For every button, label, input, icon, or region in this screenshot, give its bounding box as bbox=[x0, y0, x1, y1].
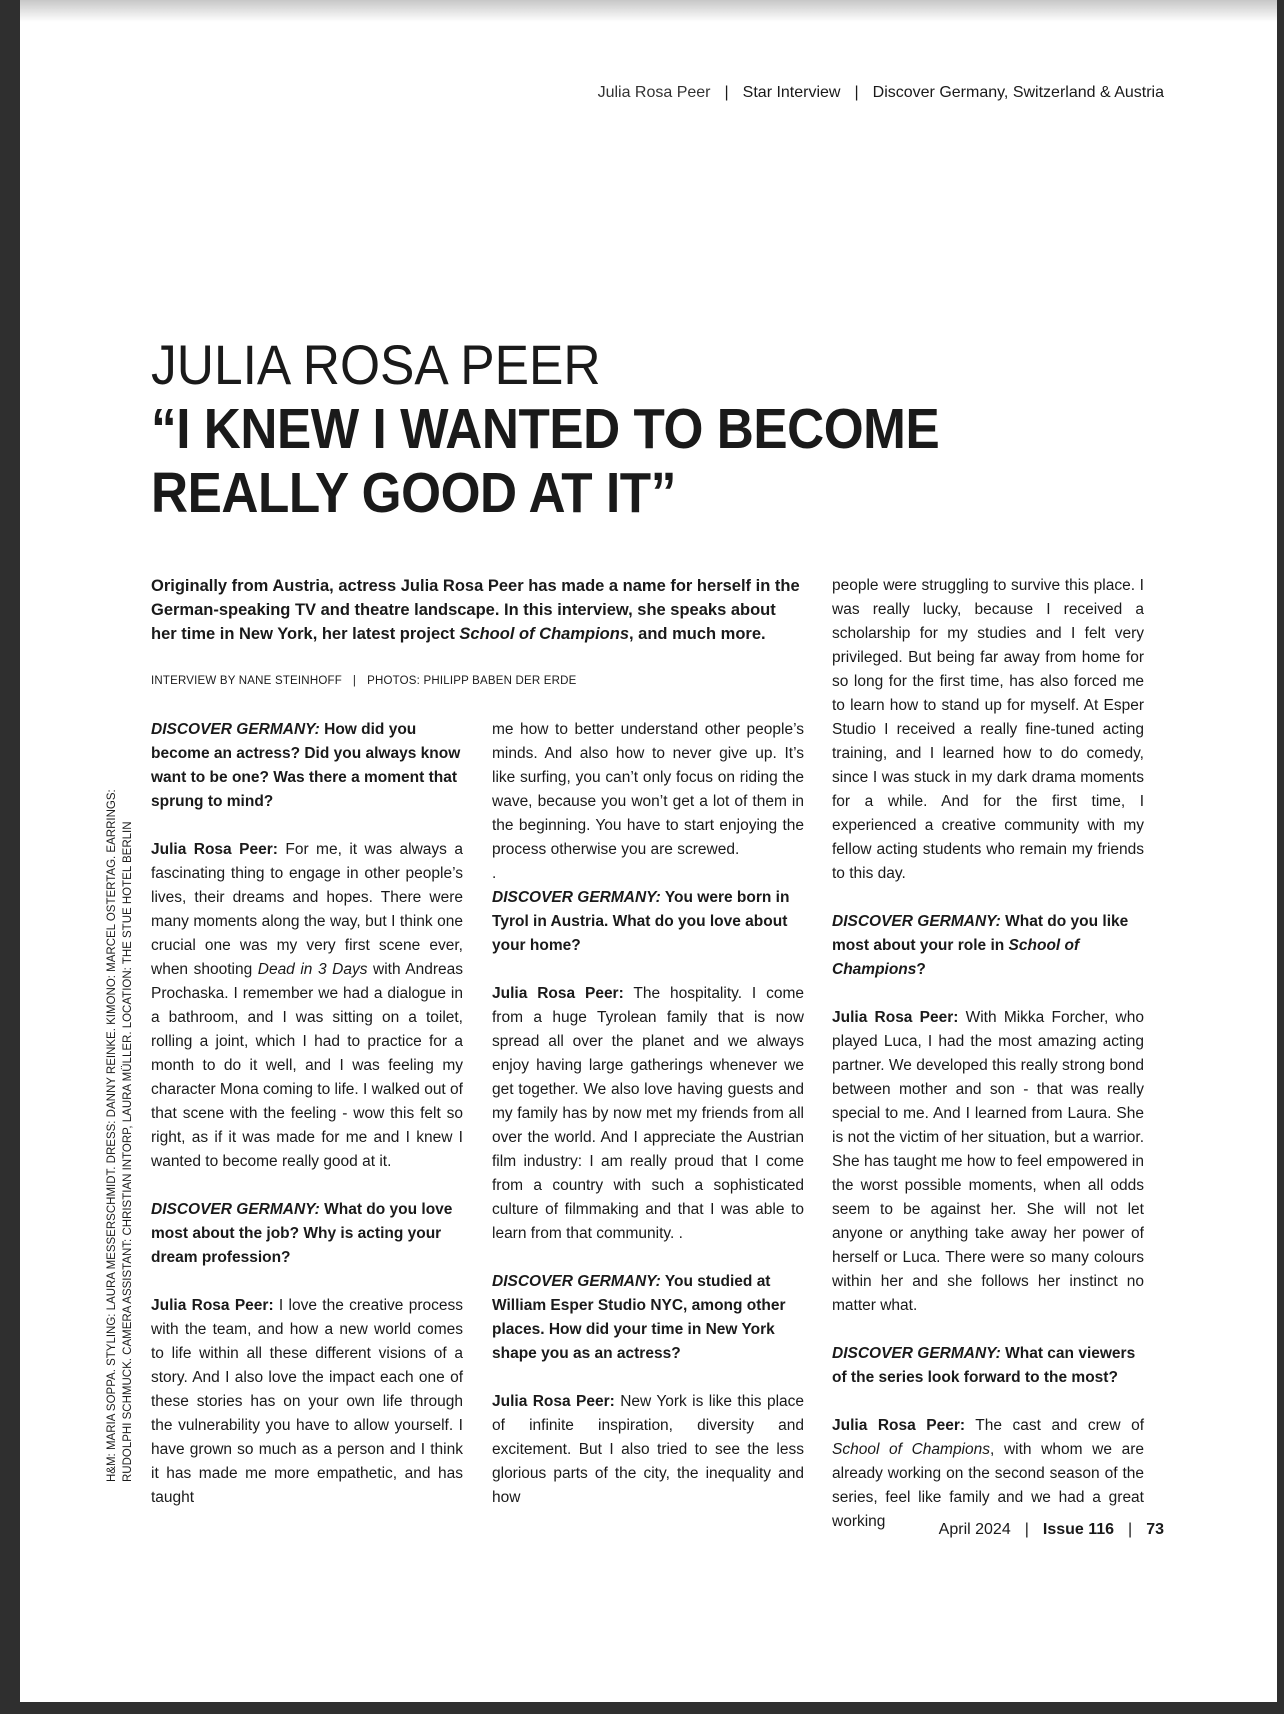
intro-title: School of Champions bbox=[459, 625, 629, 643]
headline-name: JULIA ROSA PEER bbox=[151, 333, 601, 396]
header-separator: | bbox=[724, 84, 729, 101]
answer-text: New York is like this place of infinite inspiration, diversity and excitement. But I also tried to see the less glorious parts of the city, the inequality and how bbox=[492, 1393, 804, 1506]
header-name: Julia Rosa Peer bbox=[597, 84, 711, 101]
question-text: You studied at William Esper Studio NYC, among other places. How did your time in New York shape you as an actress? bbox=[492, 1273, 786, 1362]
byline-photos: PHOTOS: PHILIPP BABEN DER ERDE bbox=[367, 675, 577, 687]
magazine-page bbox=[20, 0, 1277, 1702]
headline-quote-line-2: REALLY GOOD AT IT” bbox=[151, 461, 676, 525]
answer bbox=[151, 838, 463, 1174]
show-title: School of Champions bbox=[832, 1441, 990, 1458]
byline bbox=[151, 675, 577, 687]
question-text: You were born in Tyrol in Austria. What do you love about your home? bbox=[492, 889, 790, 954]
byline-separator: | bbox=[352, 675, 357, 687]
photo-credits-line-2: RUDOLPHI SCHMUCK. CAMERA ASSISTANT: CHRISTIAN INTORP, LAURA MÜLLER. LOCATION: THE STUE HOTEL BERLIN bbox=[122, 821, 134, 1482]
answer bbox=[492, 1390, 804, 1510]
page-footer bbox=[939, 1521, 1164, 1539]
question-text-end: ? bbox=[916, 961, 926, 978]
intro-text: Originally from Austria, actress Julia Rosa Peer has made a name for herself in the German-speaking TV and theatre landscape. In this interview, she speaks about her time in New York, her latest project bbox=[151, 577, 800, 643]
answer bbox=[832, 1414, 1144, 1534]
answer-continued: people were struggling to survive this place. I was really lucky, because I received a scholarship for my studies and I felt very privileged. But being far away from home for so long for the first time, has also forced me to learn how to stand up for myself. At Esper Studio I received a really fine-tuned acting training, and I learned how to do comedy, since I was stuck in my dark drama moments for a while. And for the first time, I experienced a creative community with my fellow acting students who remain my friends to this day. bbox=[832, 577, 1144, 882]
interviewer-label: DISCOVER GERMANY: bbox=[492, 889, 661, 906]
question bbox=[492, 1270, 804, 1366]
interviewer-label: DISCOVER GERMANY: bbox=[832, 913, 1001, 930]
intro-text-end: , and much more. bbox=[629, 625, 766, 643]
speaker-label: Julia Rosa Peer: bbox=[832, 1009, 959, 1026]
speaker-label: Julia Rosa Peer: bbox=[492, 1393, 615, 1410]
question bbox=[832, 910, 1144, 982]
question-text: What do you like most about your role in bbox=[832, 913, 1129, 954]
speaker-label: Julia Rosa Peer: bbox=[492, 985, 624, 1002]
question bbox=[832, 1342, 1144, 1390]
answer-text: The hospitality. I come from a huge Tyrolean family that is now spread all over the planet and we always enjoy having large gatherings whenever we get together. We also love having guests and my family has by now met my friends from all over the world. And I appreciate the Austrian film industry: I am really proud that I come from a country with such a sophisticated culture of filmmaking and that I was able to learn from that community. . bbox=[492, 985, 805, 1242]
answer bbox=[151, 1294, 463, 1510]
film-title: Dead in 3 Days bbox=[257, 961, 368, 978]
interviewer-label: DISCOVER GERMANY: bbox=[492, 1273, 661, 1290]
question bbox=[151, 718, 463, 814]
footer-issue: Issue 116 bbox=[1042, 1521, 1115, 1538]
answer bbox=[492, 982, 804, 1246]
answer-text: The cast and crew of bbox=[965, 1417, 1145, 1434]
answer-text: With Mikka Forcher, who played Luca, I had the most amazing acting partner. We developed this really strong bond between mother and son - that was really special to me. And I learned from Laura. She is not the victim of her situation, but a warrior. She has taught me how to feel empowered in the worst possible moments, when all odds seem to be against her. She will not let anyone or anything take away her power of herself or Luca. There were so many colours within her and she follows her instinct no matter what. bbox=[832, 1009, 1144, 1314]
question-text: How did you become an actress? Did you always know want to be one? Was there a moment that sprung to mind? bbox=[151, 721, 461, 810]
running-header bbox=[598, 84, 1164, 102]
footer-date: April 2024 bbox=[938, 1521, 1011, 1538]
article-headline bbox=[151, 333, 1161, 525]
footer-separator: | bbox=[1128, 1521, 1133, 1538]
text-column-2 bbox=[492, 718, 804, 1534]
answer-text: with Andreas Prochaska. I remember we had a dialogue in a bathroom, and I was sitting on a toilet, rolling a joint, which I had to practice for a month to do it well, and I was feeling my character Mona coming to life. I walked out of that scene with the feeling - wow this felt so right, as if it was made for me and I knew I wanted to become really good at it. bbox=[151, 961, 463, 1170]
header-separator: | bbox=[854, 84, 859, 101]
question-text: What can viewers of the series look forward to the most? bbox=[832, 1345, 1136, 1386]
answer-text: For me, it was always a fascinating thing to engage in other people’s lives, their dreams and hopes. There were many moments along the way, but I think one crucial one was my very first scene ever, when shooting bbox=[151, 841, 464, 978]
interviewer-label: DISCOVER GERMANY: bbox=[151, 1201, 320, 1218]
question bbox=[492, 886, 804, 958]
article-intro bbox=[151, 574, 804, 646]
question bbox=[151, 1198, 463, 1270]
page-top-shadow bbox=[20, 0, 1277, 22]
photo-credits-line-1: H&M: MARIA SOPPA. STYLING: LAURA MESSERSCHMIDT. DRESS: DANNY REINKE. KIMONO: MARCEL OSTERTAG. EARRINGS: bbox=[106, 789, 118, 1482]
header-magazine: Discover Germany, Switzerland & Austria bbox=[872, 84, 1164, 101]
headline-quote-line-1: “I KNEW I WANTED TO BECOME bbox=[151, 397, 940, 461]
show-title: School of Champions bbox=[832, 937, 1080, 978]
text-column-3 bbox=[832, 574, 1144, 1558]
speaker-label: Julia Rosa Peer: bbox=[832, 1417, 966, 1434]
answer bbox=[832, 1006, 1144, 1318]
header-section: Star Interview bbox=[742, 84, 841, 101]
byline-interview: INTERVIEW BY NANE STEINHOFF bbox=[151, 675, 342, 687]
photo-credits bbox=[104, 782, 136, 1482]
text-column-1 bbox=[151, 718, 463, 1534]
stray-dot: . bbox=[492, 865, 497, 882]
speaker-label: Julia Rosa Peer: bbox=[151, 841, 278, 858]
question-text: What do you love most about the job? Why is acting your dream profession? bbox=[151, 1201, 453, 1266]
interviewer-label: DISCOVER GERMANY: bbox=[151, 721, 320, 738]
answer-text: I love the creative process with the team, and how a new world comes to life within all these different visions of a story. And I also love the impact each one of these stories has on your own life through the vulnerability you have to allow yourself. I have grown so much as a person and I think it has made me more empathetic, and has taught bbox=[151, 1297, 464, 1506]
page-number: 73 bbox=[1146, 1521, 1164, 1538]
footer-separator: | bbox=[1024, 1521, 1029, 1538]
speaker-label: Julia Rosa Peer: bbox=[151, 1297, 274, 1314]
answer-text: , with whom we are already working on the second season of the series, feel like family and we had a great working bbox=[832, 1441, 1144, 1530]
interviewer-label: DISCOVER GERMANY: bbox=[832, 1345, 1001, 1362]
answer-continued: me how to better understand other people’s minds. And also how to never give up. It’s like surfing, you can’t only focus on riding the wave, because you won’t get a lot of them in the beginning. You have to start enjoying the process otherwise you are screwed. bbox=[492, 721, 804, 858]
